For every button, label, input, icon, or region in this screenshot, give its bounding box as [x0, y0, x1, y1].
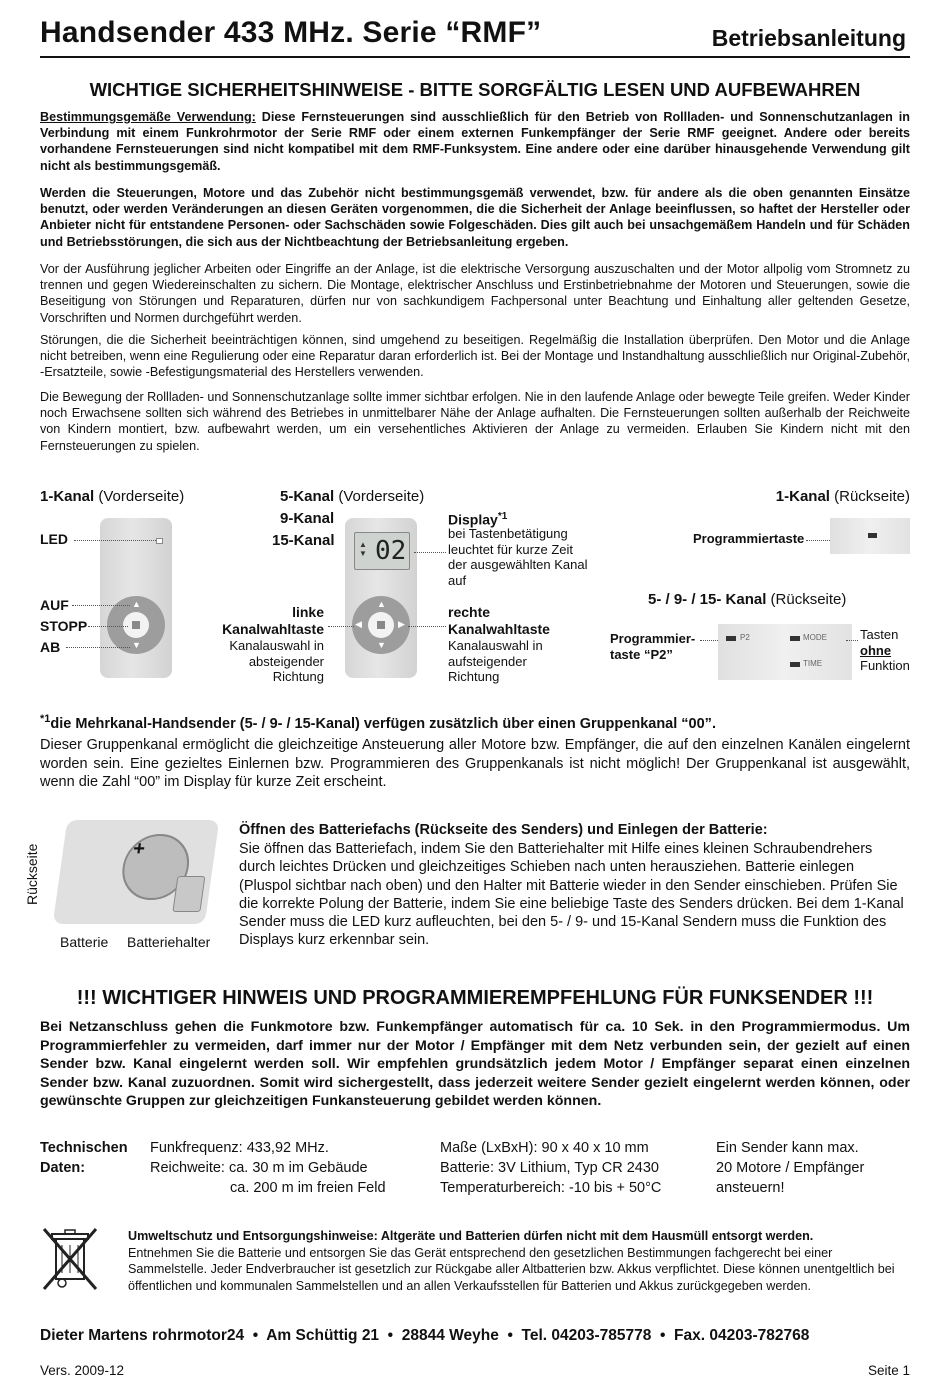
- time-button[interactable]: [790, 662, 800, 667]
- battery-illustration: [53, 820, 220, 924]
- display-digits: 02: [375, 536, 407, 566]
- battery-heading: Öffnen des Batteriefachs (Rückseite des Senders) und Einlegen der Batterie:: [239, 822, 768, 838]
- tech-range-indoor: Reichweite: ca. 30 m im Gebäude: [150, 1160, 368, 1176]
- display-arrows-icon: ▲ ▼: [359, 540, 367, 558]
- safety-paragraph-2: Werden die Steuerungen, Motore und das Zubehör nicht bestimmungsgemäß verwendet, bzw. für andere als die oben genannten Einsätze benutzt, oder werden Veränderungen an diesen Geräten vorgenommen, die die Sicherheit der Anlage beeinflussen, so haftet der Hersteller oder Anbieter nicht für entstandene Personen- oder Sachschäden sowie Folgeschäden. Dies gilt auch bei unsachgemäßem Handeln und für Schäden und Betriebsstörungen, die sich aus der Nichtbeachtung der Betriebsanleitung ergeben.: [40, 186, 910, 249]
- environment-text: Entnehmen Sie die Batterie und entsorgen Sie das Gerät entsprechend den gesetzlichen Bestimmungen fachgerecht bei einer Sammelstelle. Jeder Endverbraucher ist gesetzlich zur Rückgabe aller Altbatterien bzw. Akkus verpflichtet. Diese können unentgeltlich bei öffentlichen und kommunalen Sammelstellen und an allen Verkaufsstellen für Batterien und Akkus zurückgegeben werden.: [128, 1246, 895, 1293]
- multi-channel-back-label: 5- / 9- / 15- Kanal (Rückseite): [648, 591, 847, 608]
- stop-square-icon: [377, 621, 385, 629]
- one-channel-front-label: 1-Kanal (Vorderseite): [40, 488, 185, 505]
- stop-square-icon: [132, 621, 140, 629]
- p2-label: P2: [740, 633, 750, 642]
- down-arrow-icon[interactable]: ▼: [377, 640, 386, 650]
- right-key-leader: [408, 626, 446, 627]
- footer-address: Am Schüttig 21: [266, 1327, 380, 1344]
- led-label: LED: [40, 531, 68, 547]
- plus-icon: +: [131, 838, 147, 860]
- mode-button[interactable]: [790, 636, 800, 641]
- down-arrow-icon[interactable]: ▼: [132, 640, 141, 650]
- mode-label: MODE: [803, 633, 827, 642]
- battery-label: Batterie: [60, 934, 109, 950]
- one-channel-remote-front: [100, 518, 172, 678]
- multi-channel-remote-front: [345, 518, 417, 678]
- safety-paragraph-3: Vor der Ausführung jeglicher Arbeiten oder Eingriffe an der Anlage, ist die elektrische Versorgung auszuschalten und der Motor allpolig vom Stromnetz zu trennen und gegen Wiedereinschalten zu sichern. Die Montage, elektrischer Anschluss und Erstinbetriebnahme der Motoren und Steuerungen, sowie die Beseitigung von Störungen und Reparaturen, dürfen nur von sachkundigem Fachpersonal unter Beachtung und Einhaltung aller geltenden Gesetze, Vorschriften und Normen durchgeführt werden.: [40, 262, 910, 325]
- down-leader: [66, 647, 130, 648]
- safety-heading: WICHTIGE SICHERHEITSHINWEISE - BITTE SORGFÄLTIG LESEN UND AUFBEWAHREN: [89, 79, 861, 100]
- document-title: Handsender 433 MHz. Serie “RMF”: [40, 16, 542, 49]
- right-arrow-icon[interactable]: ▶: [398, 619, 405, 629]
- left-arrow-icon[interactable]: ◀: [355, 619, 362, 629]
- tech-range-outdoor: ca. 200 m im freien Feld: [230, 1180, 386, 1196]
- battery-holder-label: Batteriehalter: [127, 934, 211, 950]
- version-label: Vers. 2009-12: [40, 1363, 125, 1378]
- up-leader: [72, 605, 130, 606]
- group-channel-note-heading: $^{*1}$die Mehrkanal-Handsender (5- / 9- / 15-Kanal) verfügen zusätzlich über einen Gruppenkanal “00”.: [40, 713, 716, 732]
- document-type: Betriebsanleitung: [711, 25, 906, 51]
- footer-separator: •: [655, 1327, 670, 1344]
- tech-max-note-3: ansteuern!: [716, 1180, 785, 1196]
- keys-leader: [846, 640, 858, 641]
- tech-label-2: Daten:: [40, 1160, 86, 1176]
- page-number: Seite 1: [867, 1363, 910, 1378]
- safety-paragraph-1: [40, 109, 910, 174]
- group-channel-note-text: Dieser Gruppenkanal ermöglicht die gleichzeitige Ansteuerung aller Motore bzw. Empfänger, die auf den einzelnen Kanälen eingelernt worden sein. Eine gezieltes Einlernen bzw. Programmieren des Gruppenkanals ist nicht möglich! Der Gruppenkanal ist ausgewählt, wenn die Zahl “00” im Display für kurze Zeit erscheint.: [40, 737, 910, 790]
- program-key-label: Programmiertaste: [693, 531, 805, 546]
- environment-heading: Umweltschutz und Entsorgungshinweise: Altgeräte und Batterien dürfen nicht mit dem Hausmüll entsorgt werden.: [128, 1229, 814, 1243]
- tech-dimensions: Maße (LxBxH): 90 x 40 x 10 mm: [440, 1140, 649, 1156]
- technical-data: [40, 1140, 910, 1200]
- tech-max-note-1: Ein Sender kann max.: [716, 1140, 859, 1156]
- crossed-out-bin-icon: [40, 1225, 100, 1295]
- up-arrow-icon[interactable]: ▲: [377, 599, 386, 609]
- tech-battery: Batterie: 3V Lithium, Typ CR 2430: [440, 1160, 659, 1176]
- display-description: bei Tastenbetätigung leuchtet für kurze Zeit der ausgewählten Kanal auf: [448, 526, 588, 588]
- display-label: Display$^{*1}$: [448, 511, 508, 528]
- program-key-p2-label: Programmier-taste “P2”: [610, 631, 696, 662]
- channel-display: [354, 532, 410, 570]
- up-arrow-icon[interactable]: ▲: [132, 599, 141, 609]
- right-channel-key: rechte Kanalwahltaste Kanalauswahl in aufsteigender Richtung: [448, 604, 550, 684]
- safety-paragraph-4: Störungen, die die Sicherheit beeinträchtigen können, sind umgehend zu beseitigen. Regelmäßig die Installation überprüfen. Den Motor und die Anlage nicht betreiben, wenn eine Regulierung oder eine Reparatur daran erforderlich ist. Bei der Montage und Instandhaltung ausschließlich nur Original-Zubehör, -Ersatzteile, sowie -Befestigungsmaterial des Herstellers verwenden.: [40, 333, 910, 380]
- one-channel-back-panel: [830, 518, 910, 554]
- fifteen-channel-label: 15-Kanal: [272, 532, 335, 549]
- display-leader: [414, 552, 446, 553]
- important-heading: !!! WICHTIGER HINWEIS UND PROGRAMMIEREMPFEHLUNG FÜR FUNKSENDER !!!: [76, 987, 874, 1009]
- battery-holder[interactable]: [172, 876, 205, 912]
- intended-use-label: Bestimmungsgemäße Verwendung:: [40, 110, 256, 124]
- stop-button[interactable]: [123, 612, 149, 638]
- stop-leader: [88, 626, 128, 627]
- tech-max-note-2: 20 Motore / Empfänger: [716, 1160, 865, 1176]
- back-side-label: Rückseite: [24, 843, 40, 905]
- led-indicator: [156, 538, 163, 544]
- footer-contact: [40, 1327, 910, 1345]
- five-channel-front-label: 5-Kanal (Vorderseite): [280, 488, 425, 505]
- up-label: AUF: [40, 597, 69, 613]
- footer-city: 28844 Weyhe: [401, 1327, 499, 1344]
- tech-frequency: Funkfrequenz: 433,92 MHz.: [150, 1140, 329, 1156]
- intended-use-text: Diese Fernsteuerungen sind ausschließlich für den Betrieb von Rollladen- und Sonnenschutzanlagen in Verbindung mit einem Funkrohrmotor der Serie RMF oder einem externen Funkempfänger der Serie RMF geeignet. Andere oder bereits vorhandene Fernsteuerungen sind nicht kompatibel mit dem RMF-Funksystem. Eine andere oder eine darüber hinausgehende Verwendung gilt nicht als bestimmungsgemäß.: [40, 110, 910, 173]
- footer-separator: •: [503, 1327, 518, 1344]
- left-key-leader: [328, 626, 354, 627]
- footer-fax: Fax. 04203-782768: [674, 1327, 810, 1344]
- footer-separator: •: [248, 1327, 263, 1344]
- time-label: TIME: [803, 659, 823, 668]
- safety-paragraph-5: Die Bewegung der Rollladen- und Sonnenschutzanlage sollte immer sichtbar erfolgen. Nie in den laufende Anlage oder bewegte Teile greifen. Weder Kinder noch Erwachsene sollten sich während des Betriebes in unmittelbarer Nähe der Anlage aufhalten. Die Fernsteuerungen sollten außerhalb der Reichweite von Kindern montiert, bzw. aufbewahrt werden, um ein versehentliches Aktivieren der Anlage zu vermeiden. Erlauben Sie Kindern nicht mit den Fernsteuerungen zu spielen.: [40, 390, 910, 453]
- multi-channel-back-panel: [718, 624, 852, 680]
- down-label: AB: [40, 639, 61, 655]
- footer-separator: •: [383, 1327, 398, 1344]
- left-channel-key: linke Kanalwahltaste Kanalauswahl in absteigender Richtung: [222, 604, 324, 684]
- keys-without-function-label: Tasten ohne Funktion: [860, 627, 910, 673]
- one-channel-back-label: 1-Kanal (Rückseite): [775, 488, 910, 505]
- tech-label-1: Technischen: [40, 1140, 128, 1156]
- battery-text: Sie öffnen das Batteriefach, indem Sie den Batteriehalter mit Hilfe eines kleinen Schraubendrehers durch leichtes Drücken und gleichzeitiges Schieben nach unten herausziehen. Batterie einlegen (Pluspol sichtbar nach oben) und den Halter mit Batterie wieder in den Sender einschieben. Prüfen Sie die korrekte Polung der Batterie, indem Sie eine beliebige Taste des Senders drücken. Bei dem 1-Kanal Sender muss die LED kurz aufleuchten, bei den 5- / 9- und 15-Kanal Sendern muss die Funktion des Displays kurz erkennbar sein.: [239, 841, 904, 949]
- header-rule: [40, 56, 910, 58]
- program-button[interactable]: [868, 533, 877, 538]
- footer-company: Dieter Martens rohrmotor24: [40, 1327, 245, 1344]
- tech-temperature: Temperaturbereich: -10 bis + 50°C: [440, 1180, 662, 1196]
- stop-button[interactable]: [368, 612, 394, 638]
- nine-channel-label: 9-Kanal: [280, 510, 335, 527]
- led-leader: [74, 540, 156, 541]
- stop-label: STOPP: [40, 618, 88, 634]
- p2-button[interactable]: [726, 636, 736, 641]
- control-pad: [352, 596, 410, 654]
- important-text: Bei Netzanschluss gehen die Funkmotore bzw. Funkempfänger automatisch für ca. 10 Sek. in den Programmiermodus. Um Programmierfehler zu vermeiden, darf immer nur der Motor / Empfänger mit dem Netz verbunden sein, der gezielt auf einen Sender bzw. Kanal eingelernt werden soll. Wir empfehlen grundsätzlich jedem Motor / Empfänger separat einen einzelnen Sender bzw. Kanal zuzuordnen. Somit wird sichergestellt, dass jederzeit weitere Sender gezielt eingelernt werden können, oder gewünschte Gruppen zur gleichzeitigen Funkansteuerung gebildet werden können.: [40, 1019, 910, 1110]
- footer-phone: Tel. 04203-785778: [521, 1327, 652, 1344]
